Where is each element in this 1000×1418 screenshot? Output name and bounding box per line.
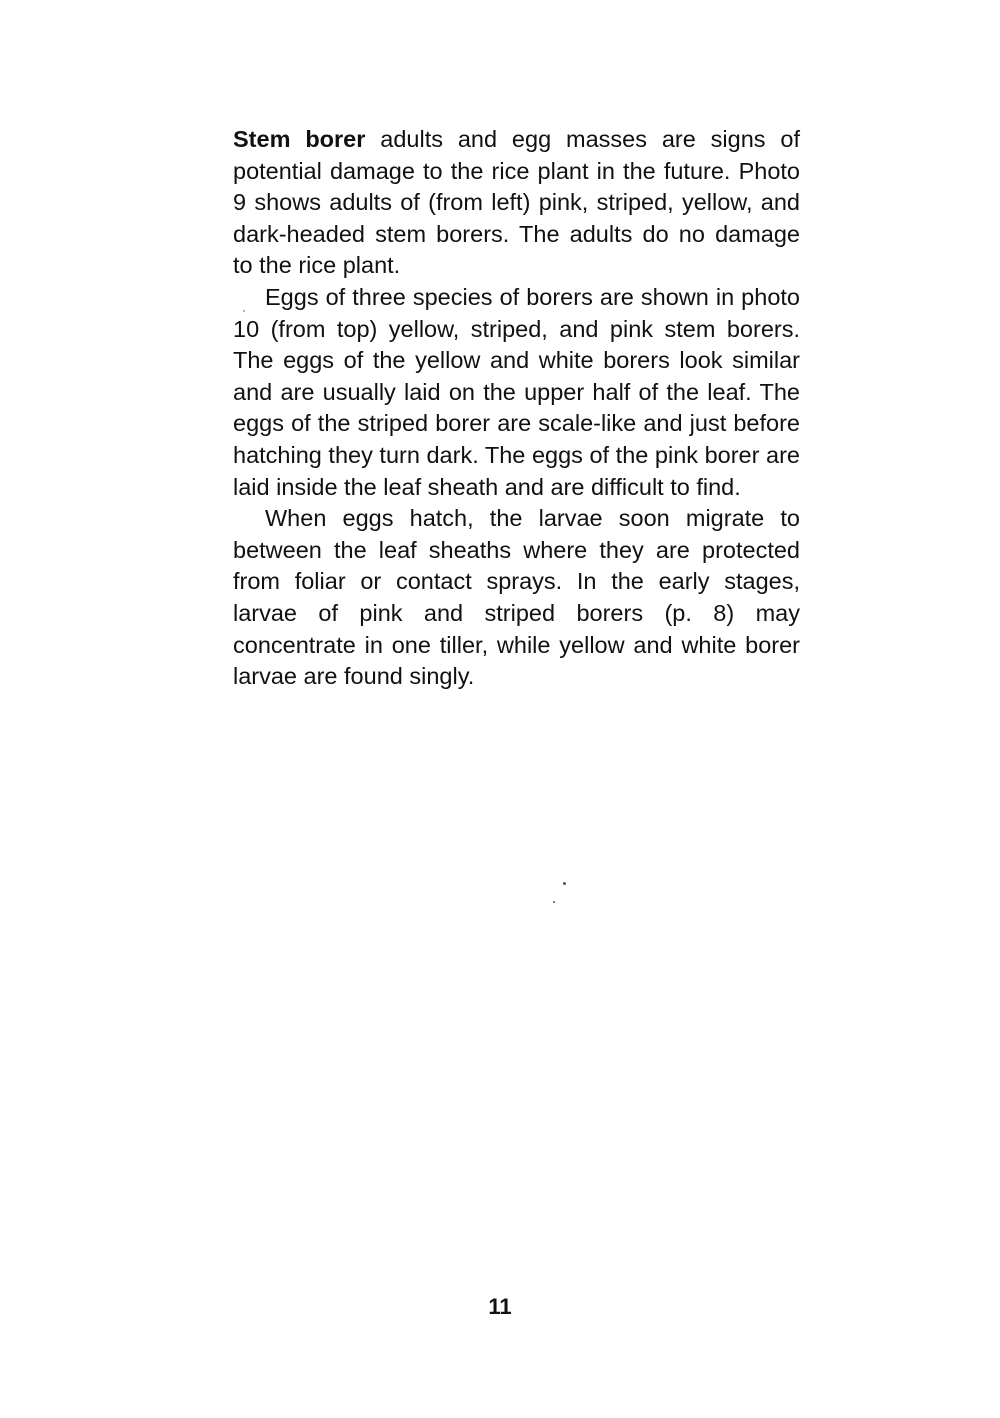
body-text xyxy=(233,124,800,693)
paragraph-eggs xyxy=(233,282,800,503)
paragraph-stem-borer xyxy=(233,124,800,282)
paragraph-text: adults and egg masses are signs of potential damage to the rice plant in the future. Photo 9 shows adults of (from left) pink, striped, yellow, and dark-headed stem borers. The adults do no damage to the rice plant. xyxy=(233,126,800,279)
page-number: 11 xyxy=(488,1294,512,1319)
paragraph-larvae xyxy=(233,503,800,693)
paragraph-text: When eggs hatch, the larvae soon migrate to between the leaf sheaths where they are protected from foliar or contact sprays. In the early stages, larvae of pink and striped borers (p. 8) may concentrate in one tiller, while yellow and white borer larvae are found singly. xyxy=(233,505,800,690)
print-speck xyxy=(553,901,555,903)
print-speck xyxy=(563,882,566,885)
paragraph-text: Eggs of three species of borers are shown in photo 10 (from top) yellow, striped, and pink stem borers. The eggs of the yellow and white borers look similar and are usually laid on the upper half of the leaf. The eggs of the striped borer are scale-like and just before hatching they turn dark. The eggs of the pink borer are laid inside the leaf sheath and are difficult to find. xyxy=(233,283,800,500)
print-speck xyxy=(243,310,245,312)
lead-term: Stem borer xyxy=(233,126,366,152)
